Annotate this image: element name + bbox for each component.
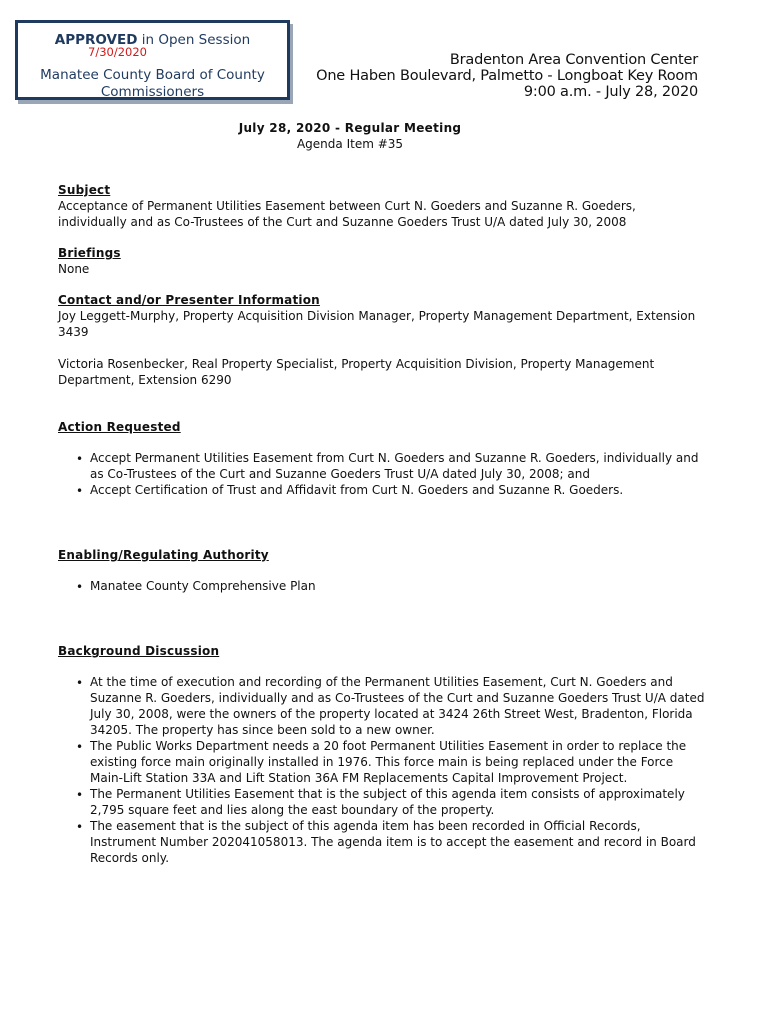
authority-section <box>58 547 708 594</box>
background-item: • The Public Works Department needs a 20 foot Permanent Utilities Easement in order to replace the existing force main originally installed in 1976. This force main is being replaced under the Force Main-Lift Station 33A and Lift Station 36A FM Replacements Capital Improvement Project. <box>58 738 708 786</box>
background-section <box>58 643 708 866</box>
contact-person-2: Victoria Rosenbecker, Real Property Specialist, Property Acquisition Division, Property Management Department, Extension 6290 <box>58 357 655 387</box>
action-item: • Accept Permanent Utilities Easement from Curt N. Goeders and Suzanne R. Goeders, individually and as Co-Trustees of the Curt and Suzanne Goeders Trust U/A dated July 30, 2008; and <box>58 450 708 482</box>
venue-name: Bradenton Area Convention Center <box>449 52 698 68</box>
venue-block <box>316 52 698 100</box>
briefings-heading: Briefings <box>58 246 121 260</box>
stamp-date: 7/30/2020 <box>88 45 147 59</box>
action-list <box>58 450 708 498</box>
background-heading: Background Discussion <box>58 644 220 658</box>
agenda-item-number: Agenda Item #35 <box>296 137 404 151</box>
subject-heading: Subject <box>58 183 111 197</box>
background-item: • At the time of execution and recording of the Permanent Utilities Easement, Curt N. Goeders and Suzanne R. Goeders, individually and as Co-Trustees of the Curt and Suzanne Goeders Trust U/A dated July 30, 2008, were the owners of the property located at 3424 26th Street West, Bradenton, Florida 34205. The property has since been sold to a new owner. <box>58 674 708 738</box>
action-section <box>58 419 708 498</box>
authority-list <box>58 578 708 594</box>
stamp-approved-line <box>18 32 287 48</box>
action-item: • Accept Certification of Trust and Affidavit from Curt N. Goeders and Suzanne R. Goeders. <box>58 482 708 498</box>
contact-section <box>58 292 708 388</box>
subject-section <box>58 182 708 230</box>
background-list <box>58 674 708 866</box>
briefings-text: None <box>58 262 90 276</box>
contact-heading: Contact and/or Presenter Information <box>58 293 320 307</box>
stamp-approved: APPROVED <box>54 32 138 48</box>
meeting-title: July 28, 2020 - Regular Meeting <box>238 121 462 135</box>
venue-time: 9:00 a.m. - July 28, 2020 <box>523 84 698 100</box>
authority-item: • Manatee County Comprehensive Plan <box>58 578 708 594</box>
background-item: • The easement that is the subject of this agenda item has been recorded in Official Records, Instrument Number 202041058013. The agenda item is to accept the easement and record in Board Records only. <box>58 818 708 866</box>
approval-stamp <box>15 20 290 100</box>
contact-person-1: Joy Leggett-Murphy, Property Acquisition Division Manager, Property Management Department, Extension 3439 <box>58 309 696 339</box>
stamp-body-name: Manatee County Board of County Commissioners <box>40 67 265 100</box>
action-heading: Action Requested <box>58 420 181 434</box>
briefings-section <box>58 245 708 277</box>
authority-heading: Enabling/Regulating Authority <box>58 548 269 562</box>
stamp-approved-suffix: in Open Session <box>141 32 251 48</box>
background-item: • The Permanent Utilities Easement that is the subject of this agenda item consists of approximately 2,795 square feet and lies along the east boundary of the property. <box>58 786 708 818</box>
venue-address: One Haben Boulevard, Palmetto - Longboat Key Room <box>316 68 698 84</box>
subject-text: Acceptance of Permanent Utilities Easement between Curt N. Goeders and Suzanne R. Goeders, individually and as Co-Trustees of the Curt and Suzanne Goeders Trust U/A dated July 30, 2008 <box>58 199 636 229</box>
meeting-header <box>0 120 700 152</box>
